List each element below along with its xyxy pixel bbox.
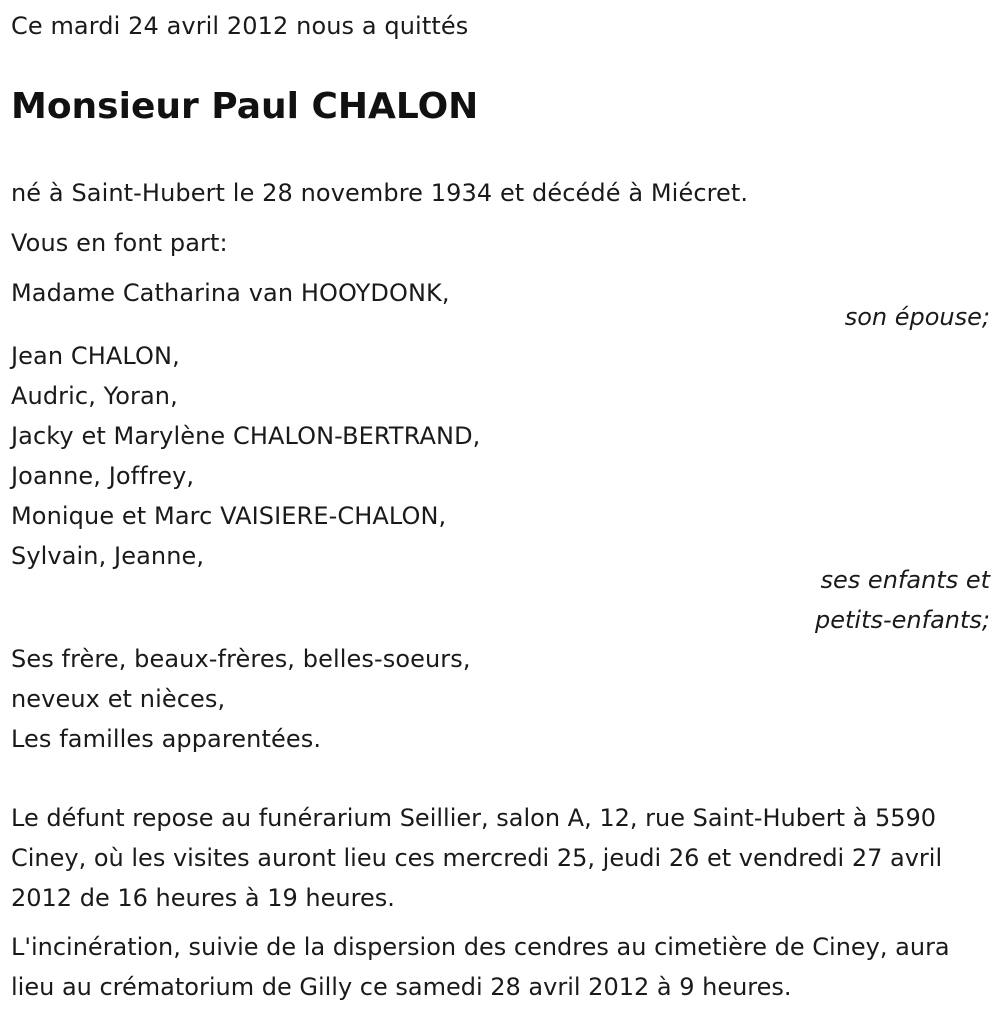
child-line: Sylvain, Jeanne, [11, 542, 205, 570]
children-role-line1: ses enfants et [820, 566, 990, 594]
birth-line: né à Saint-Hubert le 28 novembre 1934 et décédé à Miécret. [11, 179, 749, 207]
deceased-name: Monsieur Paul CHALON [11, 86, 479, 127]
funeral-home-paragraph: Le défunt repose au funérarium Seillier, salon A, 12, rue Saint-Hubert à 5590 Ciney, où les visites auront lieu ces mercredi 25, jeudi 26 et vendredi 27 avril 2012 de 16 heures à 19 heures. [11, 804, 943, 912]
announce-line: Vous en font part: [11, 229, 228, 257]
relatives-line: neveux et nièces, [11, 685, 226, 713]
child-line: Monique et Marc VAISIERE-CHALON, [11, 502, 447, 530]
relatives-line: Les familles apparentées. [11, 725, 322, 753]
intro-line: Ce mardi 24 avril 2012 nous a quittés [11, 12, 469, 40]
child-line: Audric, Yoran, [11, 382, 178, 410]
spouse-name: Madame Catharina van HOOYDONK, [11, 279, 450, 307]
child-line: Jacky et Marylène CHALON-BERTRAND, [11, 422, 481, 450]
child-line: Joanne, Joffrey, [11, 462, 195, 490]
children-role-line2: petits-enfants; [815, 606, 990, 634]
cremation-paragraph: L'incinération, suivie de la dispersion des cendres au cimetière de Ciney, aura lieu au crématorium de Gilly ce samedi 28 avril 2012 à 9 heures. [11, 933, 950, 1001]
relatives-line: Ses frère, beaux-frères, belles-soeurs, [11, 645, 471, 673]
child-line: Jean CHALON, [11, 342, 180, 370]
spouse-role: son épouse; [844, 303, 990, 331]
